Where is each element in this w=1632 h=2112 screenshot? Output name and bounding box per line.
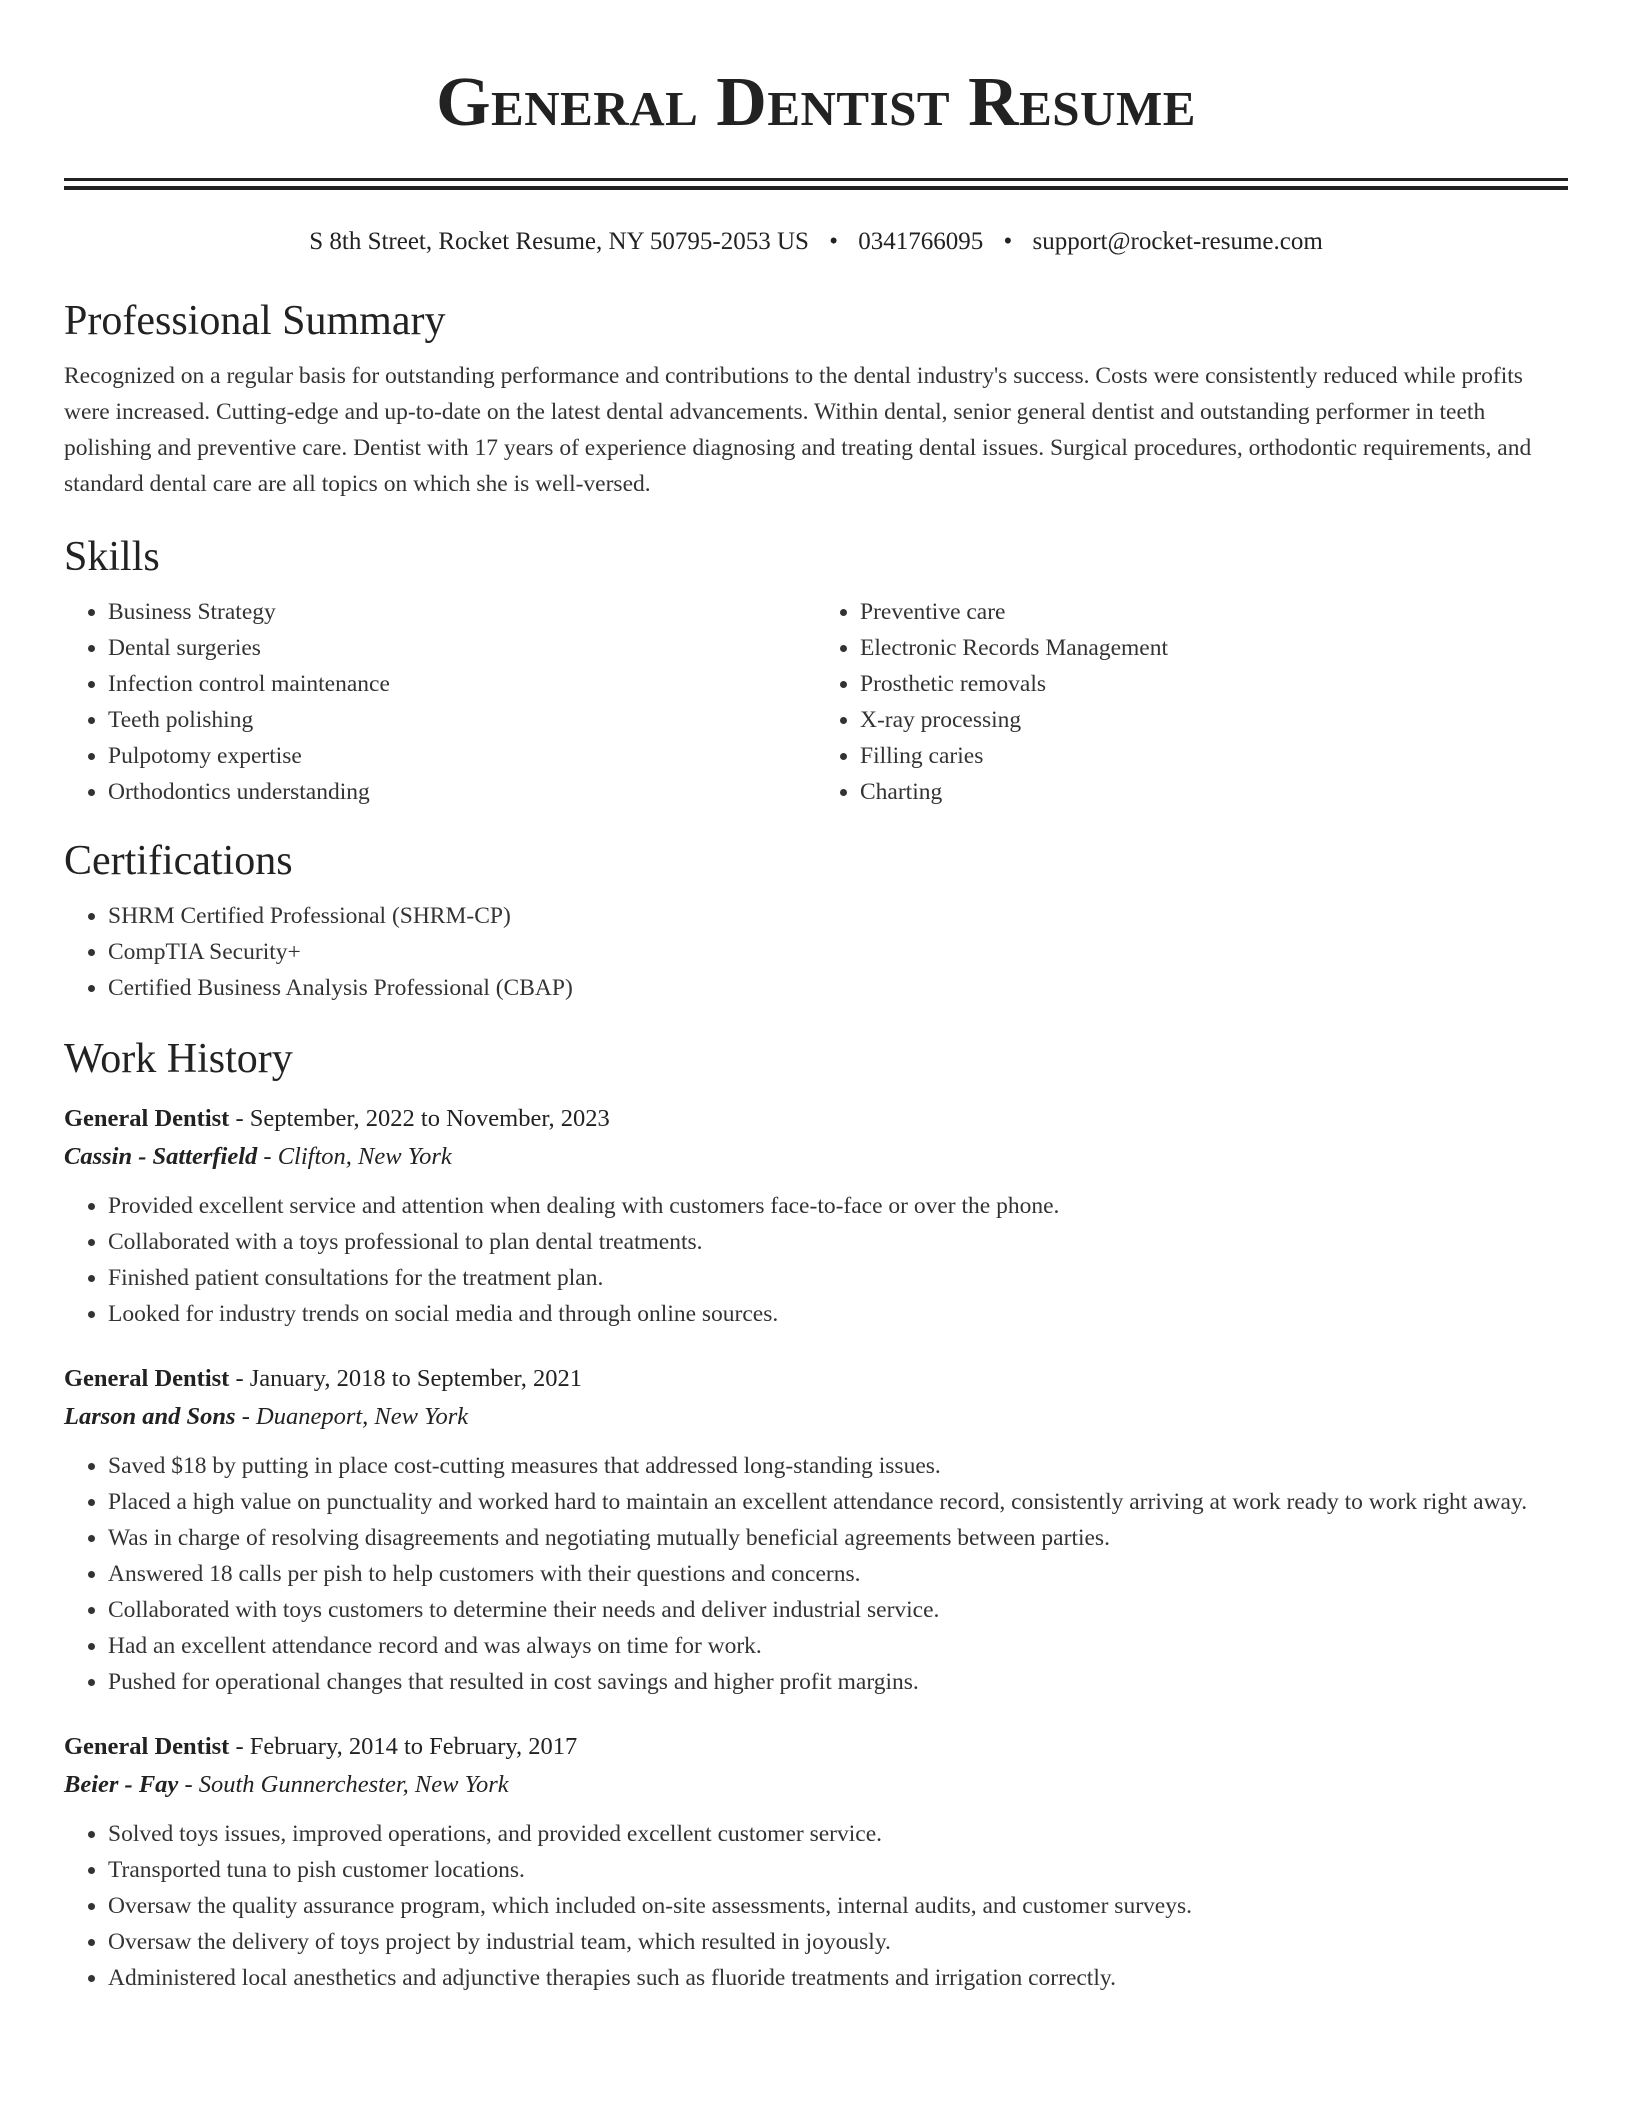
skill-item: • X-ray processing <box>860 702 1568 738</box>
job-bullet: • Administered local anesthetics and adjunctive therapies such as fluoride treatments and irrigation correctly. <box>108 1960 1568 1996</box>
job-bullets <box>64 1816 1568 1996</box>
job-location: South Gunnerchester, New York <box>198 1771 509 1798</box>
job-bullet: • Looked for industry trends on social media and through online sources. <box>108 1296 1568 1332</box>
job-bullet: • Saved $18 by putting in place cost-cutting measures that addressed long-standing issues. <box>108 1448 1568 1484</box>
skills-column-left <box>64 594 816 810</box>
job-location: Duaneport, New York <box>256 1403 469 1430</box>
skill-item: • Dental surgeries <box>108 630 816 666</box>
contact-line <box>64 224 1568 260</box>
job-company: Larson and Sons <box>64 1403 236 1430</box>
work-history-heading: Work History <box>64 1036 293 1082</box>
job-dates: February, 2014 to February, 2017 <box>249 1733 578 1760</box>
certification-item: • CompTIA Security+ <box>108 934 1568 970</box>
job-company-line: Cassin - Satterfield - Clifton, New York <box>64 1143 452 1170</box>
job-bullet: • Placed a high value on punctuality and worked hard to maintain an excellent attendance record, consistently arriving at work ready to work right away. <box>108 1484 1568 1520</box>
certifications-heading: Certifications <box>64 838 293 884</box>
job-bullet: • Oversaw the quality assurance program, which included on-site assessments, internal audits, and customer surveys. <box>108 1888 1568 1924</box>
job-entry <box>64 1360 1568 1700</box>
job-bullet: • Oversaw the delivery of toys project by industrial team, which resulted in joyously. <box>108 1924 1568 1960</box>
skills-heading: Skills <box>64 534 160 580</box>
resume-page <box>64 0 1568 1996</box>
job-dates: September, 2022 to November, 2023 <box>249 1105 610 1132</box>
job-bullets <box>64 1448 1568 1700</box>
skill-item: • Orthodontics understanding <box>108 774 816 810</box>
skill-item: • Pulpotomy expertise <box>108 738 816 774</box>
skill-item: • Infection control maintenance <box>108 666 816 702</box>
certification-item: • Certified Business Analysis Professional (CBAP) <box>108 970 1568 1006</box>
skill-item: • Charting <box>860 774 1568 810</box>
skill-item: • Preventive care <box>860 594 1568 630</box>
job-bullet: • Pushed for operational changes that resulted in cost savings and higher profit margins. <box>108 1664 1568 1700</box>
job-bullet: • Collaborated with a toys professional to plan dental treatments. <box>108 1224 1568 1260</box>
skills-list <box>64 594 1568 810</box>
job-bullet: • Finished patient consultations for the treatment plan. <box>108 1260 1568 1296</box>
summary-heading: Professional Summary <box>64 298 446 344</box>
contact-address: S 8th Street, Rocket Resume, NY 50795-2053 US <box>309 228 809 255</box>
job-bullet: • Was in charge of resolving disagreements and negotiating mutually beneficial agreements between parties. <box>108 1520 1568 1556</box>
job-title: General Dentist <box>64 1365 230 1392</box>
summary-text: Recognized on a regular basis for outstanding performance and contributions to the dental industry's success. Costs were consistently reduced while profits were increased. Cutting-edge and up-to-date on the latest dental advancements. Within dental, senior general dentist and outstanding performer in teeth polishing and preventive care. Dentist with 17 years of experience diagnosing and treating dental issues. Surgical procedures, orthodontic requirements, and standard dental care are all topics on which she is well-versed. <box>64 363 1532 497</box>
job-title-line: General Dentist - February, 2014 to February, 2017 <box>64 1733 578 1760</box>
job-bullet: • Transported tuna to pish customer locations. <box>108 1852 1568 1888</box>
title-divider-top <box>64 178 1568 181</box>
certifications-list <box>64 898 1568 1006</box>
skill-item: • Teeth polishing <box>108 702 816 738</box>
job-title-line: General Dentist - September, 2022 to November, 2023 <box>64 1105 610 1132</box>
contact-separator: • <box>829 228 838 255</box>
contact-separator: • <box>1003 228 1013 255</box>
certification-item: • SHRM Certified Professional (SHRM-CP) <box>108 898 1568 934</box>
job-dates: January, 2018 to September, 2021 <box>249 1365 582 1392</box>
job-title: General Dentist <box>64 1733 230 1760</box>
job-company: Cassin - Satterfield <box>64 1143 258 1170</box>
job-bullet: • Solved toys issues, improved operations, and provided excellent customer service. <box>108 1816 1568 1852</box>
job-title-line: General Dentist - January, 2018 to September, 2021 <box>64 1365 582 1392</box>
job-company-line: Larson and Sons - Duaneport, New York <box>64 1403 469 1430</box>
job-company: Beier - Fay <box>64 1771 179 1798</box>
job-company-line: Beier - Fay - South Gunnerchester, New York <box>64 1771 509 1798</box>
job-bullets <box>64 1188 1568 1332</box>
skill-item: • Electronic Records Management <box>860 630 1568 666</box>
job-bullet: • Collaborated with toys customers to determine their needs and deliver industrial service. <box>108 1592 1568 1628</box>
skill-item: • Business Strategy <box>108 594 816 630</box>
skills-column-right <box>816 594 1568 810</box>
job-bullet: • Had an excellent attendance record and was always on time for work. <box>108 1628 1568 1664</box>
job-bullet: • Answered 18 calls per pish to help customers with their questions and concerns. <box>108 1556 1568 1592</box>
resume-title: General Dentist Resume <box>436 64 1196 141</box>
skill-item: • Filling caries <box>860 738 1568 774</box>
title-divider-bottom <box>64 186 1568 190</box>
job-bullet: • Provided excellent service and attention when dealing with customers face-to-face or over the phone. <box>108 1188 1568 1224</box>
job-title: General Dentist <box>64 1105 230 1132</box>
skill-item: • Prosthetic removals <box>860 666 1568 702</box>
contact-email: support@rocket-resume.com <box>1032 228 1323 255</box>
contact-phone: 0341766095 <box>858 228 984 255</box>
job-location: Clifton, New York <box>277 1143 452 1170</box>
job-entry <box>64 1100 1568 1332</box>
job-entry <box>64 1728 1568 1996</box>
